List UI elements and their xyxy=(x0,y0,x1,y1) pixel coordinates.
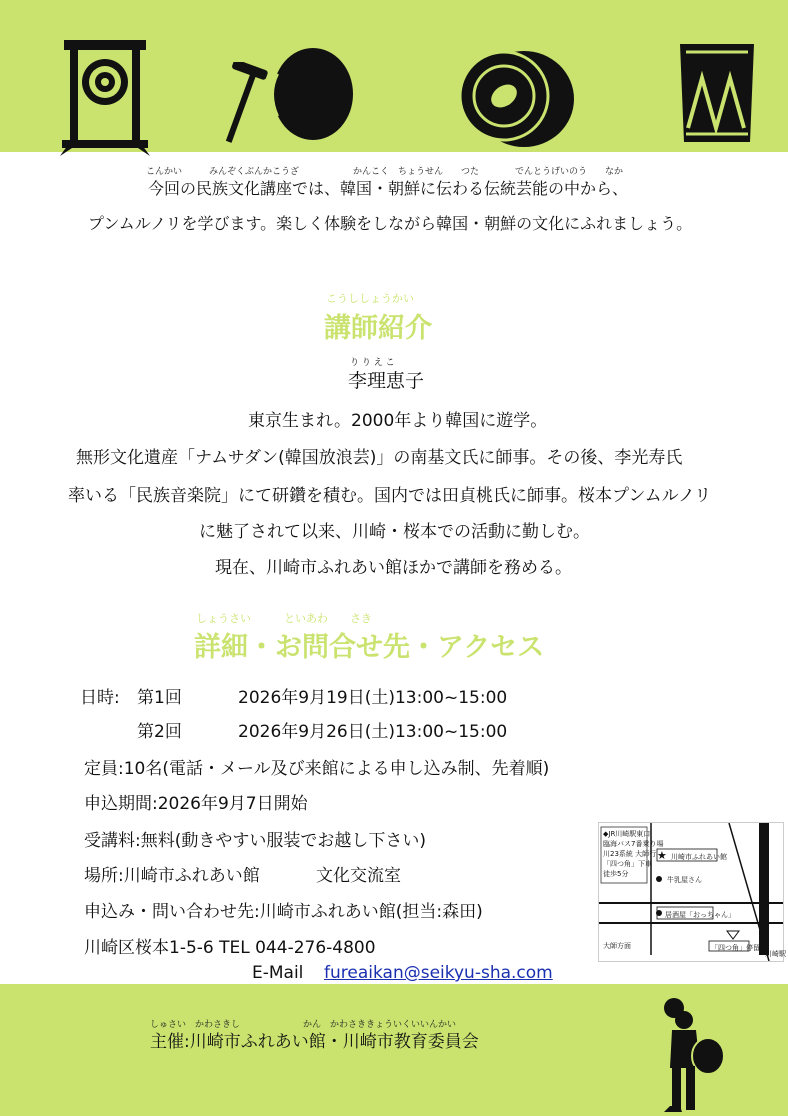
section-title-ruby: こうししょうかい xyxy=(326,292,414,305)
bio-line-3: 率いる「民族音楽院」にて研鑽を積む。国内では田貞桃氏に師事。桜本プンムルノリ xyxy=(68,486,712,506)
bio-line-5: 現在、川崎市ふれあい館ほかで講師を務める。 xyxy=(215,558,572,578)
session-1-label: 第1回 xyxy=(137,688,182,708)
application-period: 申込期間:2026年9月7日開始 xyxy=(84,794,308,814)
intro-line-2: プンムルノリを学びます。楽しく体験をしながら韓国・朝鮮の文化にふれましょう。 xyxy=(88,214,693,233)
instructor-name: 李理恵子 xyxy=(348,370,425,392)
organizer-ruby: しゅさい かわさきし かん かわさききょういくいいんかい xyxy=(150,1020,457,1030)
access-map xyxy=(598,822,784,962)
session-1-datetime: 2026年9月19日(土)13:00~15:00 xyxy=(238,688,508,708)
venue-room: 文化交流室 xyxy=(316,866,401,886)
capacity: 定員:10名(電話・メール及び来館による申し込み制、先着順) xyxy=(84,759,550,779)
map-daishi-label: 大師方面 xyxy=(603,942,631,950)
janggu-drum-icon xyxy=(452,44,577,149)
datetime-label: 日時: xyxy=(80,688,120,708)
map-bus-note-3: 川23系統 大師行 xyxy=(603,850,657,858)
session-2-label: 第2回 xyxy=(137,722,182,742)
intro-line-1: 今回の民族文化講座では、韓国・朝鮮に伝わる伝統芸能の中から、 xyxy=(148,179,629,198)
star-icon: ★ xyxy=(657,849,667,862)
map-shop1-label: 牛乳屋さん xyxy=(667,876,702,884)
gong-on-stand-icon xyxy=(60,40,150,160)
barrel-drum-icon xyxy=(676,38,758,148)
drum-mallet-icon xyxy=(218,62,268,152)
map-kawasaki-label: 川崎駅 xyxy=(765,950,786,958)
email-link[interactable]: fureaikan@seikyu-sha.com xyxy=(324,963,553,983)
hand-drum-icon xyxy=(268,44,358,144)
address-tel: 川崎区桜本1-5-6 TEL 044-276-4800 xyxy=(84,938,376,958)
map-bus-note-5: 徒歩5分 xyxy=(603,870,629,878)
organizer: 主催:川崎市ふれあい館・川崎市教育委員会 xyxy=(150,1032,479,1052)
instructor-section-title: 講師紹介 xyxy=(324,313,432,344)
details-section-title: 詳細・お問合せ先・アクセス xyxy=(194,632,545,663)
map-fureaikan-label: 川崎市ふれあい館 xyxy=(671,853,727,861)
fee: 受講料:無料(動きやすい服装でお越し下さい) xyxy=(84,831,426,851)
map-bus-note-2: 臨海バス7番乗り場 xyxy=(603,840,664,848)
session-2-datetime: 2026年9月26日(土)13:00~15:00 xyxy=(238,722,508,742)
venue-label: 場所:川崎市ふれあい館 xyxy=(84,866,260,886)
map-bus-stop-label: 「四つ角」停留 xyxy=(711,944,760,952)
contact: 申込み・問い合わせ先:川崎市ふれあい館(担当:森田) xyxy=(84,902,483,922)
bio-line-1: 東京生まれ。2000年より韓国に遊学。 xyxy=(248,411,548,431)
map-bus-note-4: 「四つ角」下車 xyxy=(603,860,652,868)
bio-line-2: 無形文化遺産「ナムサダン(韓国放浪芸)」の南基文氏に師事。その後、李光寿氏 xyxy=(76,448,683,468)
map-shop2-label: 居酒屋「おっちゃん」 xyxy=(665,911,735,919)
details-title-ruby: しょうさい といあわ さき xyxy=(196,612,372,625)
bio-line-4: に魅了されて以来、川崎・桜本での活動に勤しむ。 xyxy=(199,522,590,542)
instructor-name-ruby: り り え こ xyxy=(350,358,395,368)
intro-ruby: こんかい みんぞくぶんかこうざ かんこく ちょうせん つた でんとうげいのう なか xyxy=(146,167,624,177)
email-label: E-Mail xyxy=(252,963,304,983)
dancer-with-drum-icon xyxy=(650,996,730,1114)
map-bus-note-1: ◆JR川崎駅東口 xyxy=(603,830,651,838)
